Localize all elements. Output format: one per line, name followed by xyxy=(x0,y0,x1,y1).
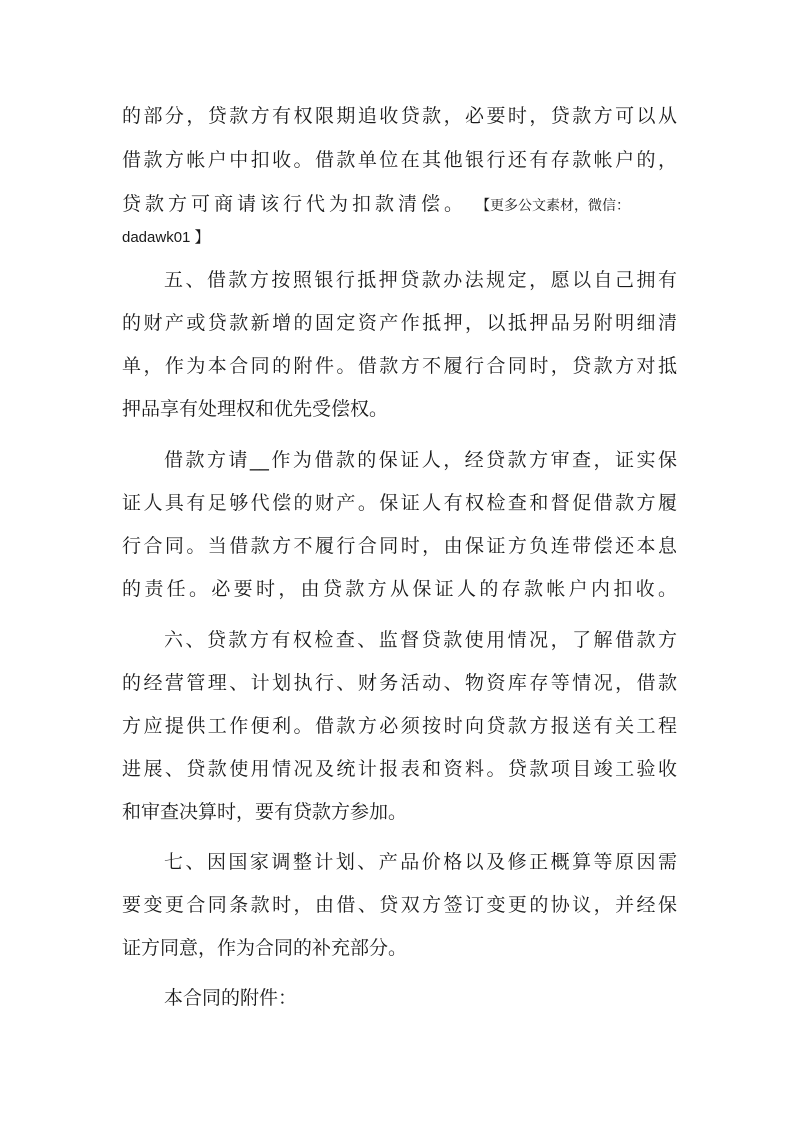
text-line: 本合同的附件： xyxy=(164,987,298,1009)
text-line: 证人具有足够代偿的财产。保证人有权检查和督促借款方履 xyxy=(122,492,677,514)
text-line: 的经营管理、计划执行、财务活动、物资库存等情况，借款 xyxy=(122,672,677,694)
promo-note: 【更多公文素材，微信： xyxy=(476,198,630,214)
text-line: 借款方帐户中扣收。借款单位在其他银行还有存款帐户的， xyxy=(122,149,677,171)
text-line: 押品享有处理权和优先受偿权。 xyxy=(122,398,389,420)
promo-note-id: dadawk01 】 xyxy=(122,229,210,246)
text-line: 方应提供工作便利。借款方必须按时向贷款方报送有关工程 xyxy=(122,715,677,737)
text-line: 贷款方可商请该行代为扣款清偿。 xyxy=(122,193,468,215)
text-line: 进展、贷款使用情况及统计报表和资料。贷款项目竣工验收 xyxy=(122,758,677,780)
text-line: 五、借款方按照银行抵押贷款办法规定，愿以自己拥有 xyxy=(164,269,677,291)
text-line: 单，作为本合同的附件。借款方不履行合同时，贷款方对抵 xyxy=(122,355,677,377)
text-line: 行合同。当借款方不履行合同时，由保证方负连带偿还本息 xyxy=(122,535,677,557)
text-line: 七、因国家调整计划、产品价格以及修正概算等原因需 xyxy=(164,851,677,873)
text-line: 和审查决算时，要有贷款方参加。 xyxy=(122,801,408,823)
text-line: 证方同意，作为合同的补充部分。 xyxy=(122,937,408,959)
text-line: 的责任。必要时，由贷款方从保证人的存款帐户内扣收。 xyxy=(122,578,677,600)
text-line: 要变更合同条款时，由借、贷双方签订变更的协议，并经保 xyxy=(122,894,677,916)
text-line: 的部分，贷款方有权限期追收贷款，必要时，贷款方可以从 xyxy=(122,105,677,127)
text-line: 的财产或贷款新增的固定资产作抵押，以抵押品另附明细清 xyxy=(122,312,677,334)
text-line: 借款方请__作为借款的保证人，经贷款方审查，证实保 xyxy=(164,449,677,471)
text-line: 六、贷款方有权检查、监督贷款使用情况，了解借款方 xyxy=(164,629,677,651)
